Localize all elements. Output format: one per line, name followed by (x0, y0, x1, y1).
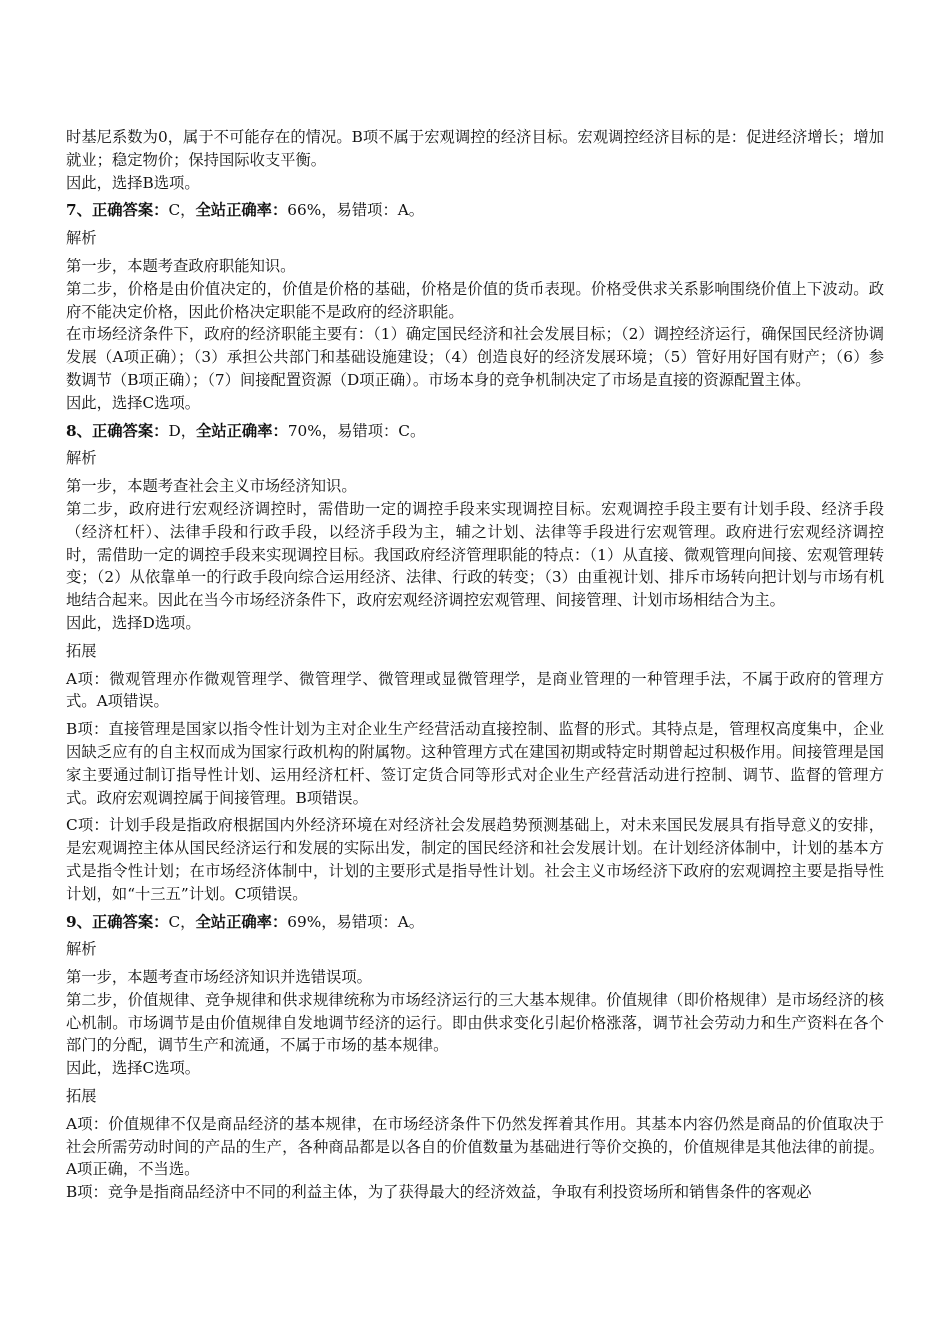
question-answer-header (66, 420, 884, 443)
analysis-heading: 解析 (66, 940, 97, 959)
conclusion-line: 因此，选择B选项。 (66, 173, 200, 192)
question-answer-header (66, 199, 884, 222)
paragraph: 第一步，本题考查政府职能知识。 (66, 256, 296, 275)
answer-label: 正确答案： (91, 201, 169, 220)
document-body (66, 126, 884, 1204)
paragraph: B项：竞争是指商品经济中不同的利益主体，为了获得最大的经济效益，争取有利投资场所和销售条件的客观必 (66, 1183, 812, 1202)
paragraph: 在市场经济条件下，政府的经济职能主要有：（1）确定国民经济和社会发展目标；（2）调控经济运行，确保国民经济协调发展（A项正确）；（3）承担公共部门和基础设施建设；（4）创造良好的经济发展环境；（5）管好用好国有财产；（6）参数调节（B项正确）；（7）间接配置资源（D项正确）。市场本身的竞争机制决定了市场是直接的资源配置主体。 (66, 325, 884, 389)
paragraph: A项：价值规律不仅是商品经济的基本规律，在市场经济条件下仍然发挥着其作用。其基本内容仍然是商品的价值取决于社会所需劳动时间的产品的生产，各种商品都是以各自的价值数量为基础进行等价交换的，价值规律是其他法律的前提。A项正确，不当选。 (66, 1114, 884, 1179)
accuracy-label: 全站正确率： (196, 421, 288, 440)
answer-value: D， (168, 421, 197, 440)
extension-heading: 拓展 (66, 641, 97, 660)
paragraph: B项：直接管理是国家以指令性计划为主对企业生产经营活动直接控制、监督的形式。其特点是，管理权高度集中，企业因缺乏应有的自主权而成为国家行政机构的附属物。这种管理方式在建国初期或特定时期曾起过积极作用。间接管理是国家主要通过制订指导性计划、运用经济杠杆、签订定货合同等形式对企业生产经营活动进行控制、调节、监督的管理方式。政府宏观调控属于间接管理。B项错误。 (66, 720, 884, 807)
conclusion-line: 因此，选择D选项。 (66, 613, 201, 632)
paragraph: 第一步，本题考查市场经济知识并选错误项。 (66, 968, 372, 987)
conclusion-line: 因此，选择C选项。 (66, 393, 201, 412)
accuracy-label: 全站正确率： (195, 201, 288, 220)
answer-label: 正确答案： (91, 421, 169, 440)
answer-label: 正确答案： (91, 912, 169, 931)
accuracy-label: 全站正确率： (195, 912, 288, 931)
question-answer-header (66, 911, 884, 934)
paragraph: C项：计划手段是指政府根据国内外经济环境在对经济社会发展趋势预测基础上，对未来国民发展具有指导意义的安排，是宏观调控主体从国民经济运行和发展的实际出发，制定的国民经济和社会发展计划。在计划经济体制中，计划的基本方式是指令性计划；在市场经济体制中，计划的主要形式是指导性计划。社会主义市场经济下政府的宏观调控主要是指导性计划，如“十三五”计划。C项错误。 (66, 816, 884, 903)
paragraph: 第二步，政府进行宏观经济调控时，需借助一定的调控手段来实现调控目标。宏观调控手段主要有计划手段、经济手段（经济杠杆）、法律手段和行政手段，以经济手段为主，辅之计划、法律等手段进行宏观管理。政府进行宏观经济调控时，需借助一定的调控手段来实现调控目标。我国政府经济管理职能的特点：（1）从直接、微观管理向间接、宏观管理转变；（2）从依靠单一的行政手段向综合运用经济、法律、行政的转变；（3）由重视计划、排斥市场转向把计划与市场有机地结合起来。因此在当今市场经济条件下，政府宏观经济调控宏观管理、间接管理、计划市场相结合为主。 (66, 499, 884, 610)
answer-value: C， (168, 912, 196, 931)
paragraph: A项：微观管理亦作微观管理学、微管理学、微管理或显微管理学，是商业管理的一种管理手法，不属于政府的管理方式。A项错误。 (66, 669, 884, 711)
conclusion-line: 因此，选择C选项。 (66, 1059, 201, 1078)
paragraph: 第一步，本题考查社会主义市场经济知识。 (66, 477, 357, 496)
question-number: 8、 (66, 421, 92, 440)
question-number: 9、 (66, 912, 92, 931)
accuracy-value: 69%，易错项：A。 (287, 912, 425, 931)
question-number: 7、 (66, 201, 92, 220)
paragraph: 时基尼系数为0，属于不可能存在的情况。B项不属于宏观调控的经济目标。宏观调控经济目标的是：促进经济增长；增加就业；稳定物价；保持国际收支平衡。 (66, 128, 884, 169)
paragraph: 第二步，价值规律、竞争规律和供求规律统称为市场经济运行的三大基本规律。价值规律（即价格规律）是市场经济的核心机制。市场调节是由价值规律自发地调节经济的运行。即由供求变化引起价格涨落，调节社会劳动力和生产资料在各个部门的分配，调节生产和流通，不属于市场的基本规律。 (66, 990, 884, 1055)
analysis-heading: 解析 (66, 229, 97, 248)
paragraph: 第二步，价格是由价值决定的，价值是价格的基础，价格是价值的货币表现。价格受供求关系影响围绕价值上下波动。政府不能决定价格，因此价格决定职能不是政府的经济职能。 (66, 279, 884, 321)
analysis-heading: 解析 (66, 449, 97, 468)
accuracy-value: 66%，易错项：A。 (287, 201, 425, 220)
extension-heading: 拓展 (66, 1087, 97, 1106)
accuracy-value: 70%，易错项：C。 (287, 421, 426, 440)
answer-value: C， (168, 201, 196, 220)
